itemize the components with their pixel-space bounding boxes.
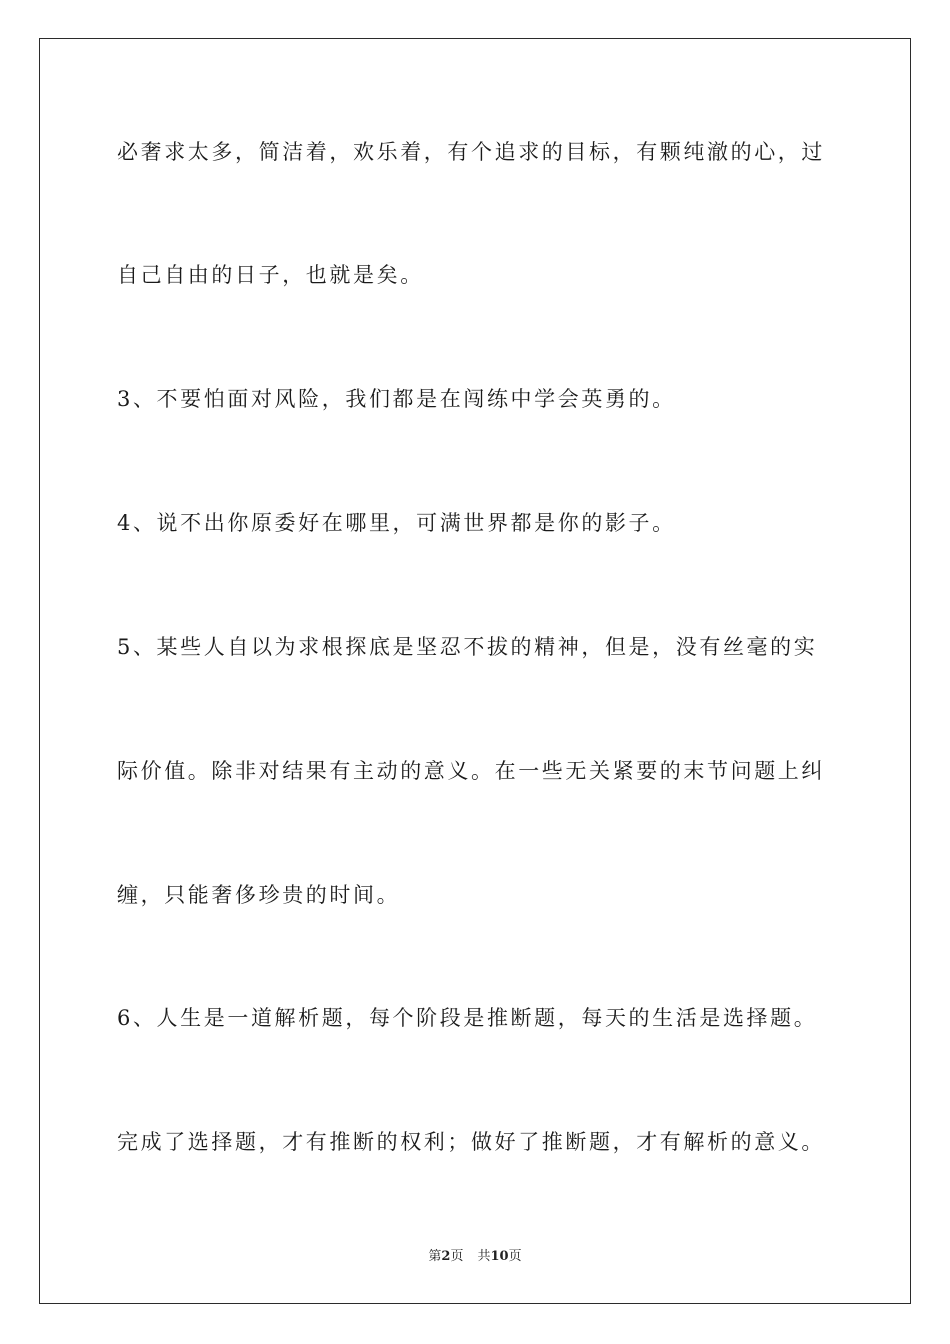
text-line: 必奢求太多，简洁着，欢乐着，有个追求的目标，有颗纯澈的心，过 (117, 140, 825, 164)
total-label-prefix: 共 (477, 1249, 491, 1264)
page-border (39, 38, 911, 1304)
text-line: 6、人生是一道解析题，每个阶段是推断题，每天的生活是选择题。 (117, 1006, 818, 1030)
page-footer (0, 1248, 950, 1266)
text-line: 5、某些人自以为求根探底是坚忍不拔的精神，但是，没有丝毫的实 (117, 635, 818, 659)
text-line: 4、说不出你原委好在哪里，可满世界都是你的影子。 (117, 511, 676, 535)
text-line: 3、不要怕面对风险，我们都是在闯练中学会英勇的。 (117, 387, 676, 411)
page-number: 2 (441, 1249, 451, 1264)
page-label-prefix: 第 (428, 1249, 442, 1264)
text-line: 际价值。除非对结果有主动的意义。在一些无关紧要的末节问题上纠 (117, 759, 825, 783)
text-line: 自己自由的日子，也就是矣。 (117, 263, 424, 287)
total-pages: 10 (490, 1249, 509, 1264)
total-label-suffix: 页 (508, 1249, 522, 1264)
page-label-suffix: 页 (450, 1249, 464, 1264)
text-line: 缠，只能奢侈珍贵的时间。 (117, 883, 401, 907)
text-line: 完成了选择题，才有推断的权利；做好了推断题，才有解析的意义。 (117, 1130, 825, 1154)
